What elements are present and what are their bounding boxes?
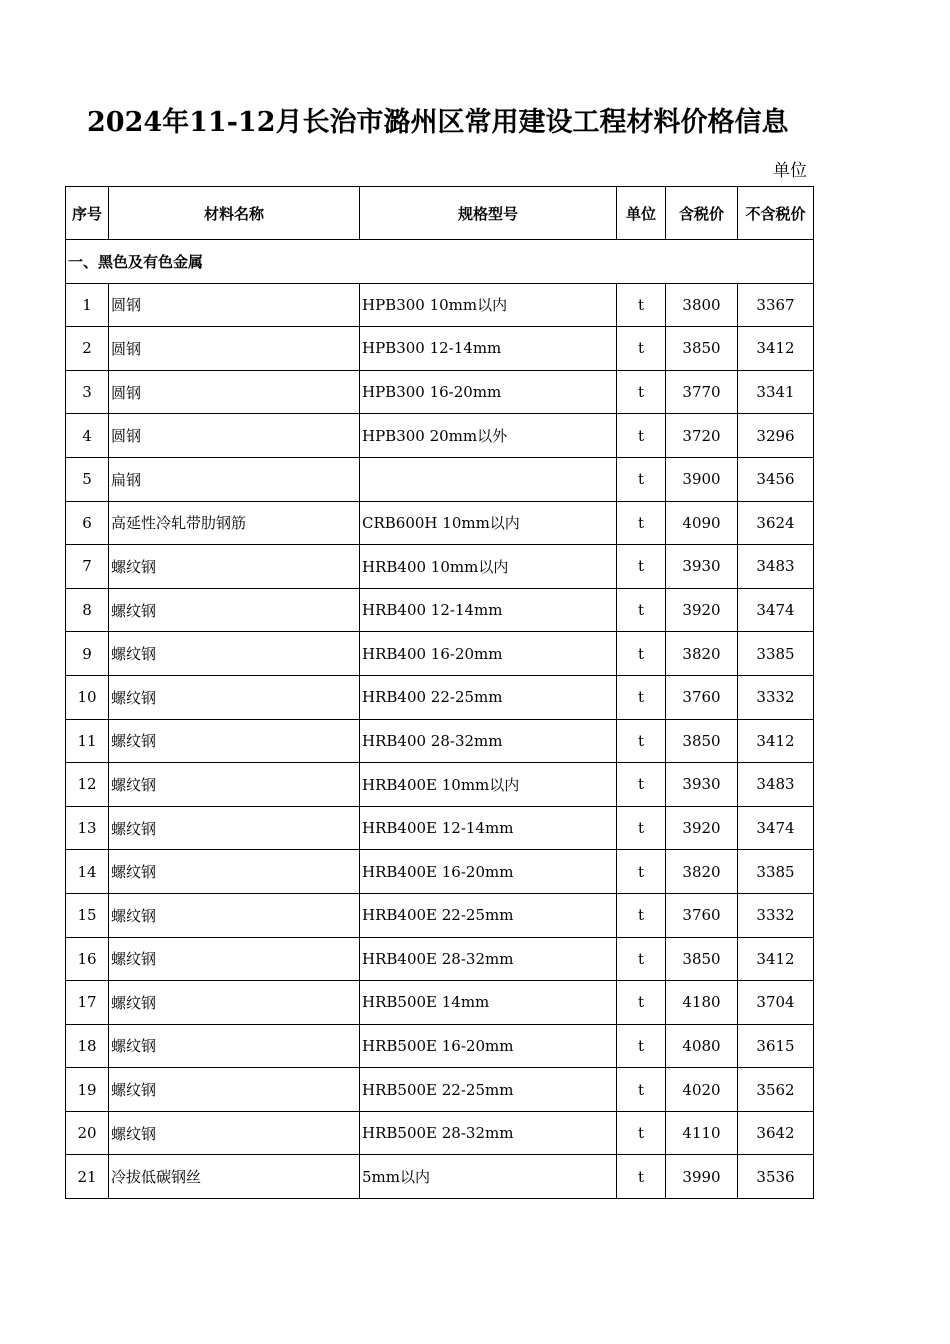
cell-notax: 3562 — [738, 1068, 814, 1112]
table-row — [66, 283, 814, 327]
cell-name: 螺纹钢 — [109, 806, 360, 850]
cell-name: 螺纹钢 — [109, 1068, 360, 1112]
cell-unit: t — [617, 457, 666, 501]
cell-unit: t — [617, 763, 666, 807]
cell-spec: HRB400E 10mm以内 — [360, 763, 617, 807]
table-row — [66, 719, 814, 763]
cell-tax: 4020 — [666, 1068, 738, 1112]
cell-tax: 3900 — [666, 457, 738, 501]
cell-notax: 3385 — [738, 850, 814, 894]
header-tax: 含税价 — [666, 187, 738, 240]
cell-unit: t — [617, 283, 666, 327]
cell-name: 圆钢 — [109, 327, 360, 371]
cell-unit: t — [617, 327, 666, 371]
table-row — [66, 763, 814, 807]
cell-unit: t — [617, 1111, 666, 1155]
cell-spec — [360, 457, 617, 501]
cell-tax: 3850 — [666, 937, 738, 981]
cell-no: 12 — [66, 763, 109, 807]
cell-tax: 3920 — [666, 806, 738, 850]
section-row — [66, 240, 814, 284]
cell-no: 16 — [66, 937, 109, 981]
cell-tax: 3820 — [666, 632, 738, 676]
cell-unit: t — [617, 414, 666, 458]
header-unit: 单位 — [617, 187, 666, 240]
header-no: 序号 — [66, 187, 109, 240]
cell-spec: HRB400E 12-14mm — [360, 806, 617, 850]
cell-spec: HRB400E 28-32mm — [360, 937, 617, 981]
cell-notax: 3341 — [738, 370, 814, 414]
cell-name: 螺纹钢 — [109, 1111, 360, 1155]
cell-spec: HPB300 12-14mm — [360, 327, 617, 371]
cell-name: 圆钢 — [109, 283, 360, 327]
table-row — [66, 414, 814, 458]
cell-name: 螺纹钢 — [109, 763, 360, 807]
table-row — [66, 588, 814, 632]
section-title: 一、黑色及有色金属 — [66, 240, 814, 284]
cell-name: 高延性冷轧带肋钢筋 — [109, 501, 360, 545]
cell-notax: 3615 — [738, 1024, 814, 1068]
cell-unit: t — [617, 850, 666, 894]
cell-no: 2 — [66, 327, 109, 371]
cell-no: 3 — [66, 370, 109, 414]
cell-unit: t — [617, 1155, 666, 1199]
cell-name: 螺纹钢 — [109, 545, 360, 589]
cell-name: 圆钢 — [109, 370, 360, 414]
table-row — [66, 1024, 814, 1068]
table-row — [66, 675, 814, 719]
cell-spec: 5mm以内 — [360, 1155, 617, 1199]
table-row — [66, 981, 814, 1025]
cell-unit: t — [617, 632, 666, 676]
cell-unit: t — [617, 981, 666, 1025]
cell-tax: 3930 — [666, 763, 738, 807]
cell-tax: 3990 — [666, 1155, 738, 1199]
table-row — [66, 937, 814, 981]
cell-spec: HRB500E 22-25mm — [360, 1068, 617, 1112]
cell-no: 11 — [66, 719, 109, 763]
cell-no: 13 — [66, 806, 109, 850]
cell-no: 19 — [66, 1068, 109, 1112]
cell-spec: HPB300 16-20mm — [360, 370, 617, 414]
cell-name: 圆钢 — [109, 414, 360, 458]
cell-no: 9 — [66, 632, 109, 676]
cell-unit: t — [617, 588, 666, 632]
cell-unit: t — [617, 719, 666, 763]
cell-no: 17 — [66, 981, 109, 1025]
cell-unit: t — [617, 501, 666, 545]
cell-no: 7 — [66, 545, 109, 589]
cell-tax: 3720 — [666, 414, 738, 458]
cell-no: 5 — [66, 457, 109, 501]
cell-no: 1 — [66, 283, 109, 327]
cell-spec: CRB600H 10mm以内 — [360, 501, 617, 545]
cell-spec: HRB500E 16-20mm — [360, 1024, 617, 1068]
cell-tax: 4110 — [666, 1111, 738, 1155]
header-name: 材料名称 — [109, 187, 360, 240]
cell-spec: HPB300 20mm以外 — [360, 414, 617, 458]
cell-unit: t — [617, 893, 666, 937]
cell-spec: HRB400 12-14mm — [360, 588, 617, 632]
table-header-row — [66, 187, 814, 240]
cell-notax: 3412 — [738, 719, 814, 763]
cell-unit: t — [617, 937, 666, 981]
cell-spec: HRB400 10mm以内 — [360, 545, 617, 589]
table-row — [66, 1155, 814, 1199]
cell-spec: HRB400E 22-25mm — [360, 893, 617, 937]
cell-no: 20 — [66, 1111, 109, 1155]
cell-no: 6 — [66, 501, 109, 545]
unit-note: 单位 — [773, 161, 807, 181]
cell-tax: 3920 — [666, 588, 738, 632]
cell-notax: 3367 — [738, 283, 814, 327]
cell-name: 螺纹钢 — [109, 675, 360, 719]
table-row — [66, 632, 814, 676]
cell-no: 15 — [66, 893, 109, 937]
cell-name: 螺纹钢 — [109, 1024, 360, 1068]
cell-notax: 3624 — [738, 501, 814, 545]
table-row — [66, 370, 814, 414]
cell-name: 螺纹钢 — [109, 981, 360, 1025]
cell-tax: 3850 — [666, 327, 738, 371]
cell-tax: 3850 — [666, 719, 738, 763]
cell-notax: 3412 — [738, 327, 814, 371]
cell-unit: t — [617, 1024, 666, 1068]
cell-spec: HRB500E 28-32mm — [360, 1111, 617, 1155]
cell-unit: t — [617, 1068, 666, 1112]
cell-notax: 3483 — [738, 545, 814, 589]
cell-tax: 3760 — [666, 675, 738, 719]
cell-notax: 3474 — [738, 588, 814, 632]
cell-notax: 3642 — [738, 1111, 814, 1155]
cell-name: 螺纹钢 — [109, 937, 360, 981]
cell-name: 冷拔低碳钢丝 — [109, 1155, 360, 1199]
cell-notax: 3296 — [738, 414, 814, 458]
cell-no: 4 — [66, 414, 109, 458]
table-row — [66, 1111, 814, 1155]
header-spec: 规格型号 — [360, 187, 617, 240]
cell-no: 10 — [66, 675, 109, 719]
cell-name: 扁钢 — [109, 457, 360, 501]
cell-notax: 3474 — [738, 806, 814, 850]
cell-unit: t — [617, 675, 666, 719]
price-table — [65, 186, 814, 1199]
cell-notax: 3704 — [738, 981, 814, 1025]
header-notax: 不含税价 — [738, 187, 814, 240]
cell-no: 18 — [66, 1024, 109, 1068]
cell-unit: t — [617, 545, 666, 589]
table-row — [66, 545, 814, 589]
cell-name: 螺纹钢 — [109, 850, 360, 894]
cell-name: 螺纹钢 — [109, 588, 360, 632]
cell-no: 14 — [66, 850, 109, 894]
page-title: 2024年11-12月长治市潞州区常用建设工程材料价格信息 — [87, 107, 789, 138]
table-row — [66, 850, 814, 894]
table-row — [66, 327, 814, 371]
cell-tax: 4090 — [666, 501, 738, 545]
table-row — [66, 893, 814, 937]
table-row — [66, 1068, 814, 1112]
cell-no: 8 — [66, 588, 109, 632]
cell-notax: 3412 — [738, 937, 814, 981]
cell-spec: HRB400 22-25mm — [360, 675, 617, 719]
cell-no: 21 — [66, 1155, 109, 1199]
cell-unit: t — [617, 370, 666, 414]
cell-tax: 3820 — [666, 850, 738, 894]
cell-notax: 3536 — [738, 1155, 814, 1199]
table-row — [66, 806, 814, 850]
cell-notax: 3385 — [738, 632, 814, 676]
cell-tax: 4180 — [666, 981, 738, 1025]
cell-notax: 3332 — [738, 675, 814, 719]
cell-tax: 3770 — [666, 370, 738, 414]
cell-spec: HRB400E 16-20mm — [360, 850, 617, 894]
cell-spec: HRB400 16-20mm — [360, 632, 617, 676]
cell-unit: t — [617, 806, 666, 850]
cell-spec: HRB400 28-32mm — [360, 719, 617, 763]
cell-tax: 3800 — [666, 283, 738, 327]
cell-notax: 3332 — [738, 893, 814, 937]
cell-name: 螺纹钢 — [109, 632, 360, 676]
table-row — [66, 457, 814, 501]
cell-tax: 4080 — [666, 1024, 738, 1068]
cell-name: 螺纹钢 — [109, 893, 360, 937]
cell-tax: 3760 — [666, 893, 738, 937]
cell-spec: HRB500E 14mm — [360, 981, 617, 1025]
cell-notax: 3483 — [738, 763, 814, 807]
cell-name: 螺纹钢 — [109, 719, 360, 763]
cell-tax: 3930 — [666, 545, 738, 589]
table-row — [66, 501, 814, 545]
cell-notax: 3456 — [738, 457, 814, 501]
cell-spec: HPB300 10mm以内 — [360, 283, 617, 327]
